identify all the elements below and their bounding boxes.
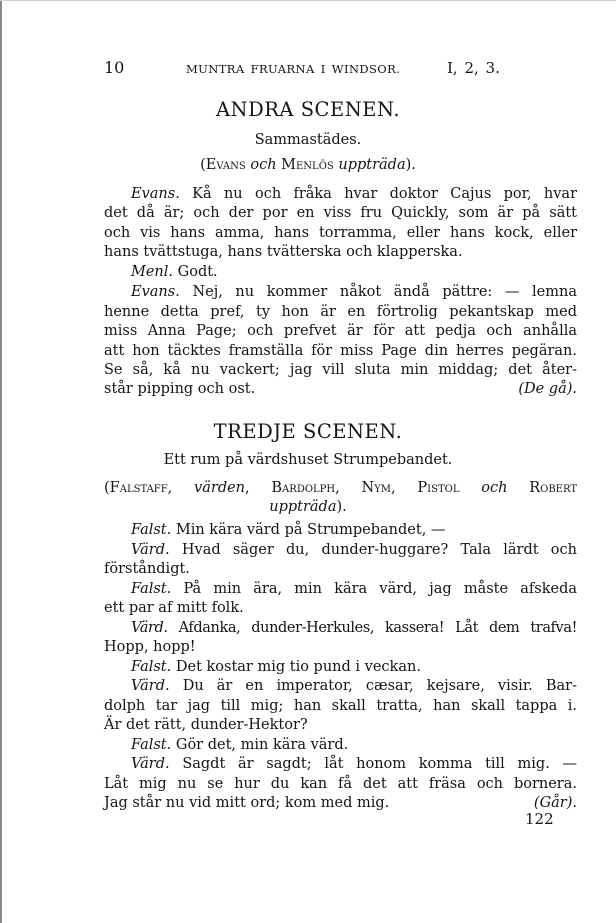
speaker-name: Menl. bbox=[131, 264, 174, 280]
line-text: hans tvättstuga, hans tvätterska och klapperska. bbox=[104, 244, 463, 260]
exit-direction: (Går). bbox=[533, 795, 577, 811]
line-text: att hon täcktes framställa för miss Page din herres pegäran. bbox=[104, 343, 577, 359]
stage-comma: , bbox=[167, 480, 173, 496]
line-text: Afdanka, dunder-Herkules, kassera! Låt dem trafva! bbox=[178, 620, 577, 636]
speaker-name: Falst. bbox=[131, 737, 172, 753]
character-name: Evans bbox=[205, 157, 246, 173]
dialogue-line bbox=[131, 264, 218, 280]
stage-paren-close: ). bbox=[405, 157, 416, 173]
dialogue-line bbox=[104, 205, 577, 221]
line-text: Du är en imperator, cæsar, kejsare, visir. Bar- bbox=[182, 678, 577, 694]
line-text: Kå nu och fråka hvar doktor Cajus por, hvar bbox=[192, 186, 577, 202]
line-text: Det kostar mig tio pund i veckan. bbox=[175, 659, 421, 675]
dialogue-line bbox=[131, 659, 421, 675]
speaker-name: Falst. bbox=[131, 581, 172, 597]
page-number: 10 bbox=[104, 58, 125, 77]
dialogue-line bbox=[104, 244, 463, 260]
dialogue-line bbox=[104, 561, 190, 577]
line-text: Nej, nu kommer nåkot ändå pättre: — lemna bbox=[192, 284, 578, 300]
character-name: Nym bbox=[361, 480, 392, 496]
character-name: Robert bbox=[529, 480, 578, 496]
stage-comma: , bbox=[245, 480, 250, 496]
stage-comma: , bbox=[391, 480, 396, 496]
dialogue-line bbox=[104, 600, 244, 616]
dialogue-line bbox=[104, 776, 577, 792]
stage-direction bbox=[0, 157, 616, 173]
line-text: står pipping och ost. bbox=[104, 381, 256, 397]
line-text: På min ära, min kära värd, jag måste afskeda bbox=[183, 581, 578, 597]
line-text: det då är; och der por en viss fru Quickly, som är på sätt bbox=[104, 205, 577, 221]
act-scene-number: I, 2, 3. bbox=[447, 59, 500, 77]
dialogue-line bbox=[104, 343, 577, 359]
dialogue-line bbox=[131, 522, 445, 538]
dialogue-line bbox=[104, 381, 577, 397]
stage-comma: , bbox=[335, 480, 340, 496]
line-text: Låt mig nu se hur du kan få det att fräsa och bornera. bbox=[104, 776, 577, 792]
speaker-name: Värd. bbox=[131, 756, 170, 772]
dialogue-line bbox=[131, 581, 577, 597]
line-text: Min kära värd på Strumpebandet, — bbox=[175, 522, 446, 538]
dialogue-line bbox=[104, 795, 577, 811]
dialogue-line bbox=[104, 362, 577, 378]
character-name: Falstaff bbox=[109, 480, 168, 496]
character-name: Pistol bbox=[417, 480, 460, 496]
character-name: Bardolph bbox=[271, 480, 336, 496]
stage-verb: uppträda bbox=[269, 499, 337, 515]
dialogue-line bbox=[104, 304, 577, 320]
line-text: Sagdt är sagdt; låt honom komma till mig. — bbox=[182, 756, 578, 772]
dialogue-line bbox=[131, 756, 577, 772]
line-text: dolph tar jag till mig; han skall tratta, han skall tappa i. bbox=[104, 698, 577, 714]
line-text: Gör det, min kära värd. bbox=[175, 737, 349, 753]
line-text: Är det rätt, dunder-Hektor? bbox=[104, 717, 308, 733]
stage-direction bbox=[104, 480, 577, 496]
dialogue-line bbox=[104, 323, 577, 339]
dialogue-line bbox=[131, 284, 577, 300]
stage-paren-close: ). bbox=[336, 499, 347, 515]
stage-paren-open: ( bbox=[104, 480, 110, 496]
line-text: Hopp, hopp! bbox=[104, 639, 196, 655]
character-name: värden bbox=[194, 480, 246, 496]
scene-title: TREDJE SCENEN. bbox=[213, 420, 403, 443]
character-name: Menlös bbox=[281, 157, 334, 173]
page-edge-top bbox=[0, 0, 616, 1]
dialogue-line bbox=[131, 620, 577, 636]
stage-conjunction: och bbox=[481, 480, 508, 496]
speaker-name: Falst. bbox=[131, 522, 172, 538]
exit-direction: (De gå). bbox=[518, 381, 577, 397]
line-text: miss Anna Page; och prefvet är för att pedja och anhålla bbox=[104, 323, 577, 339]
signature-mark: 122 bbox=[525, 810, 554, 828]
dialogue-line bbox=[104, 698, 577, 714]
line-text: och vis hans amma, hans torramma, eller hans kock, eller bbox=[104, 225, 577, 241]
speaker-name: Värd. bbox=[131, 678, 170, 694]
stage-paren-open: ( bbox=[200, 157, 206, 173]
line-text: Se så, kå nu vackert; jag vill sluta min middag; det åter- bbox=[104, 362, 577, 378]
dialogue-line bbox=[104, 639, 196, 655]
dialogue-line bbox=[131, 678, 577, 694]
scene-location: Ett rum på värdshuset Strumpebandet. bbox=[163, 452, 453, 468]
line-text: henne detta pref, ty hon är en förtrolig pekantskap med bbox=[104, 304, 577, 320]
stage-direction-cont bbox=[0, 499, 616, 515]
line-text: Hvad säger du, dunder-huggare? Tala lärdt och bbox=[181, 542, 578, 558]
running-title: MUNTRA FRUARNA I WINDSOR. bbox=[186, 62, 401, 76]
speaker-name: Värd. bbox=[131, 620, 168, 636]
dialogue-line bbox=[131, 737, 348, 753]
speaker-name: Evans. bbox=[131, 186, 180, 202]
line-text: Godt. bbox=[177, 264, 218, 280]
line-text: förståndigt. bbox=[104, 561, 190, 577]
speaker-name: Värd. bbox=[131, 542, 170, 558]
dialogue-line bbox=[104, 225, 577, 241]
dialogue-line bbox=[104, 717, 308, 733]
scene-title: ANDRA SCENEN. bbox=[215, 98, 401, 121]
line-text: ett par af mitt folk. bbox=[104, 600, 244, 616]
scene-location: Sammastädes. bbox=[254, 132, 362, 148]
stage-conjunction: och bbox=[250, 157, 277, 173]
dialogue-line bbox=[131, 186, 577, 202]
line-text: Jag står nu vid mitt ord; kom med mig. bbox=[104, 795, 390, 811]
speaker-name: Falst. bbox=[131, 659, 172, 675]
running-head bbox=[104, 58, 524, 80]
dialogue-line bbox=[131, 542, 577, 558]
stage-verb: uppträda bbox=[338, 157, 406, 173]
speaker-name: Evans. bbox=[131, 284, 180, 300]
